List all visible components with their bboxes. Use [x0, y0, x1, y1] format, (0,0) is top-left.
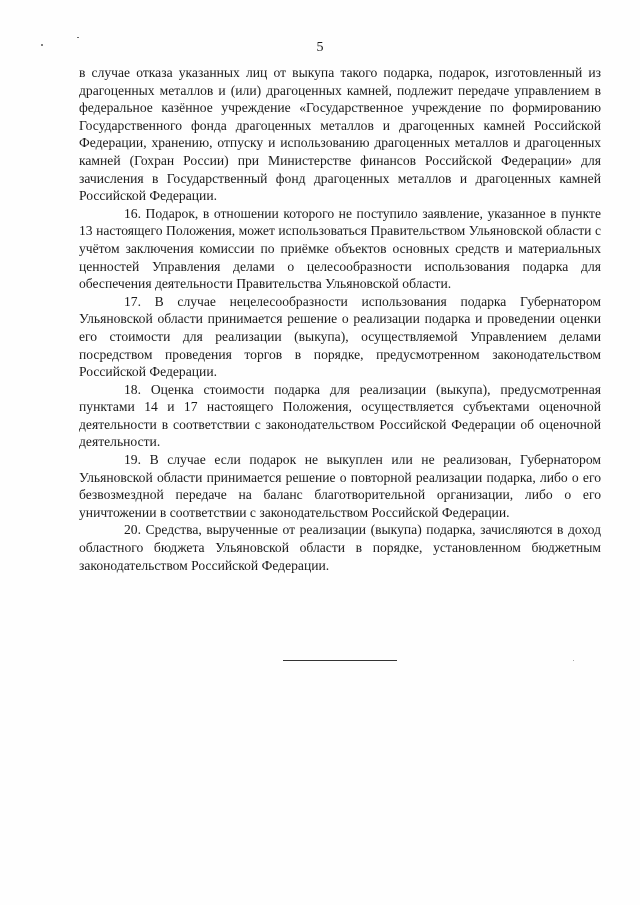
document-body	[79, 64, 601, 574]
scan-artifact-dot	[573, 660, 574, 661]
paragraph-item-20: 20. Средства, вырученные от реализации (выкупа) подарка, зачисляются в доход областного бюджета Ульяновской области в порядке, установленном бюджетным законодательством Российской Федерации.	[79, 522, 601, 573]
document-end-rule	[283, 660, 397, 661]
page-number: 5	[316, 40, 324, 55]
paragraph-item-18: 18. Оценка стоимости подарка для реализации (выкупа), предусмотренная пунктами 14 и 17 настоящего Положения, осуществляется субъектами оценочной деятельности в соответствии с законодательством Российской Федерации об оценочной деятельности.	[79, 381, 601, 450]
paragraph-item-19: 19. В случае если подарок не выкуплен или не реализован, Губернатором Ульяновской области принимается решение о повторной реализации подарка, либо о его безвозмездной передаче на баланс благотворительной организации, либо о его уничтожении в соответствии с законодательством Российской Федерации.	[79, 452, 601, 520]
paragraph-item-17: 17. В случае нецелесообразности использования подарка Губернатором Ульяновской области принимается решение о реализации подарка и проведении оценки его стоимости для реализации (выкупа), осуществляемой Управлением делами посредством проведения торгов в порядке, предусмотренном законодательством Российской Федерации.	[79, 293, 601, 380]
paragraph-item-16: 16. Подарок, в отношении которого не поступило заявление, указанное в пункте 13 настоящего Положения, может использоваться Правительством Ульяновской области с учётом заключения комиссии по приёмке объектов основных средств и материальных ценностей Управления делами о целесообразности использования подарка для обеспечения деятельности Правительства Ульяновской области.	[79, 205, 601, 292]
paragraph-continuation: в случае отказа указанных лиц от выкупа такого подарка, подарок, изготовленный из драгоценных металлов и (или) драгоценных камней, подлежит передаче управлением в федеральное казённое учреждение «Государственное учреждение по формированию Государственного фонда драгоценных металлов и драгоценных камней Российской Федерации, хранению, отпуску и использованию драгоценных металлов и драгоценных камней (Гохран России) при Министерстве финансов Российской Федерации» для зачисления в Государственный фонд драгоценных металлов и драгоценных камней Российской Федерации.	[79, 65, 601, 204]
scan-artifact-dot	[77, 37, 79, 38]
